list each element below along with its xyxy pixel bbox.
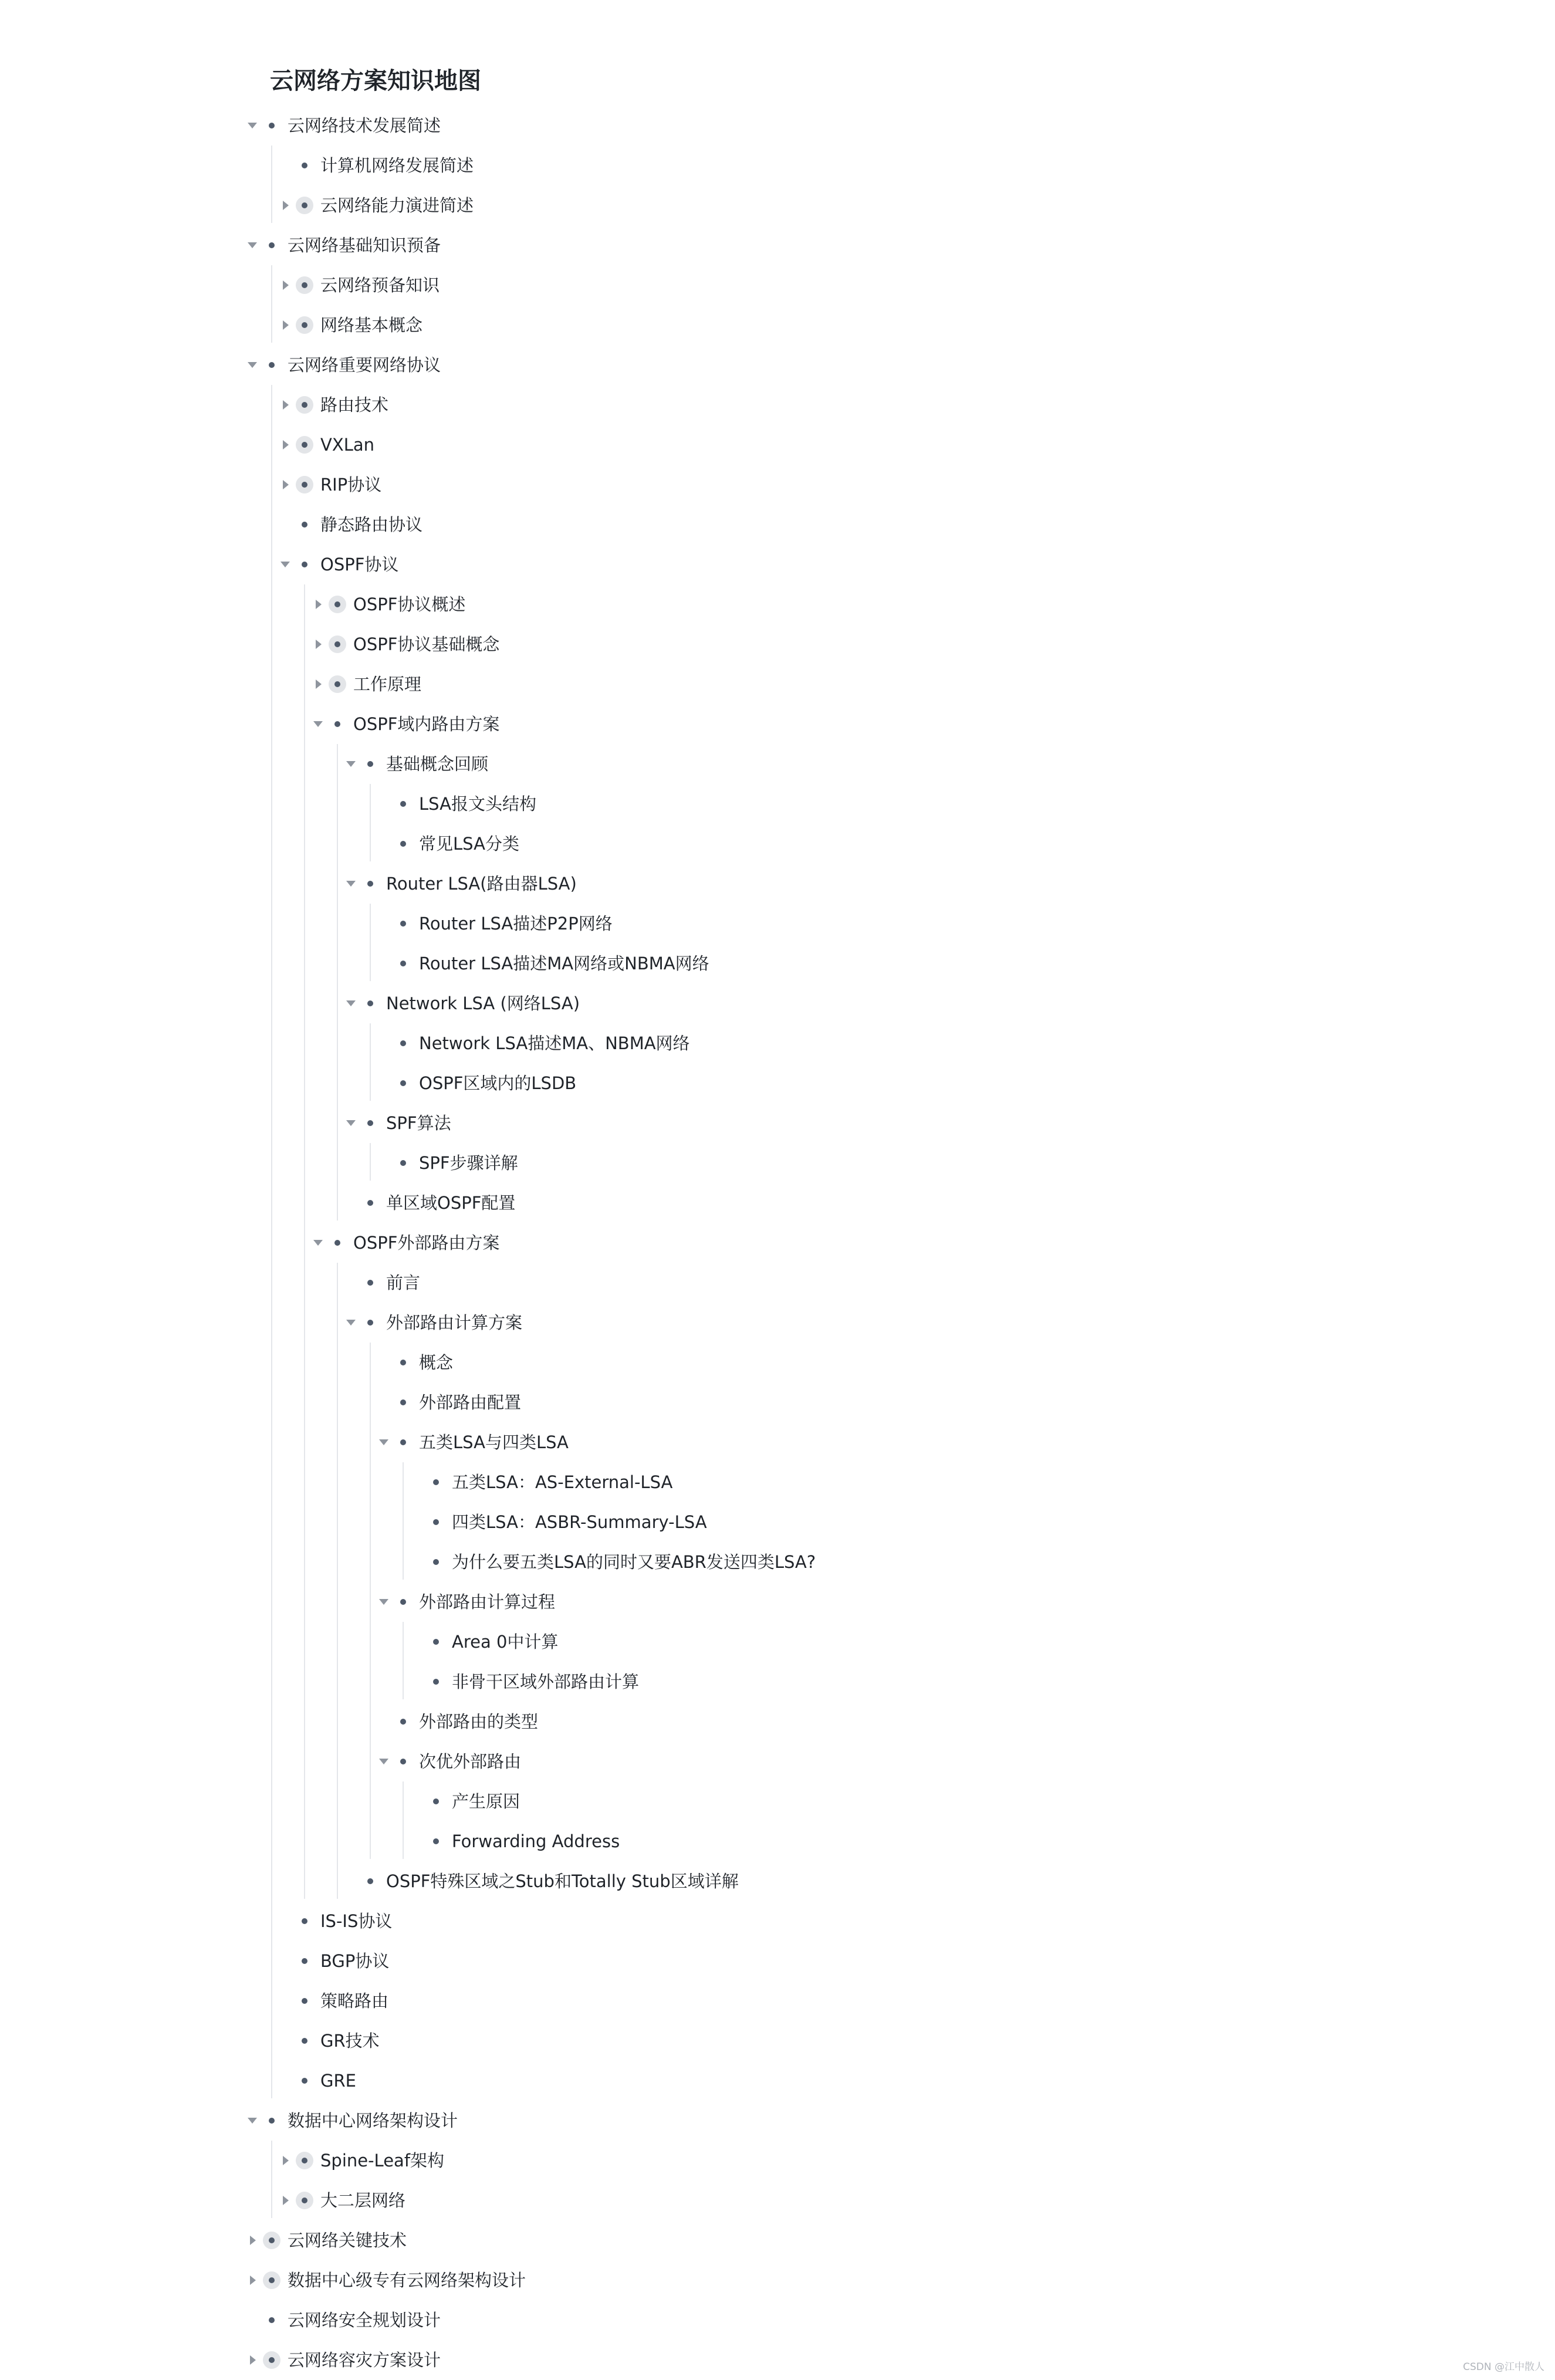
collapse-arrow-icon[interactable] [344,757,358,771]
node-bullet-icon[interactable] [394,1713,412,1730]
expand-arrow-icon[interactable] [278,398,292,412]
node-bullet-icon[interactable] [394,835,412,853]
indent-guide [370,784,371,861]
node-bullet-icon[interactable] [296,2032,313,2050]
indent-guide [370,1143,371,1181]
expand-arrow-icon[interactable] [278,278,292,292]
node-bullet-icon[interactable] [427,1473,445,1491]
node-label[interactable]: Router LSA(路由器LSA) [386,874,577,894]
indent-guide [271,146,272,223]
node-label[interactable]: Spine-Leaf架构 [320,2151,445,2171]
node-bullet-icon[interactable] [394,1753,412,1770]
page-title: 云网络方案知识地图 [270,67,481,94]
expand-arrow-icon[interactable] [278,2193,292,2207]
node-label[interactable]: 基础概念回顾 [386,754,489,774]
collapse-arrow-icon[interactable] [311,717,325,731]
node-label[interactable]: 网络基本概念 [320,315,423,335]
indent-guide [403,1781,404,1859]
node-bullet-icon[interactable] [329,715,346,733]
node-label[interactable]: OSPF区域内的LSDB [419,1073,577,1093]
collapse-arrow-icon[interactable] [377,1435,391,1449]
collapse-arrow-icon[interactable] [377,1754,391,1769]
expand-arrow-icon[interactable] [245,2273,259,2287]
node-label[interactable]: 单区域OSPF配置 [386,1193,516,1213]
node-label[interactable]: 计算机网络发展简述 [320,155,474,175]
indent-guide [304,584,305,1899]
node-label[interactable]: LSA报文头结构 [419,794,536,814]
node-bullet-icon[interactable] [296,1992,313,2010]
node-label[interactable]: 外部路由计算过程 [419,1592,556,1612]
node-bullet-icon[interactable] [394,1434,412,1451]
expand-arrow-icon[interactable] [278,478,292,492]
node-bullet-icon[interactable] [427,1673,445,1691]
node-label[interactable]: 为什么要五类LSA的同时又要ABR发送四类LSA? [452,1552,816,1572]
collapse-arrow-icon[interactable] [344,996,358,1010]
collapse-arrow-icon[interactable] [344,1316,358,1330]
indent-guide [271,265,272,343]
node-label[interactable]: OSPF外部路由方案 [353,1233,500,1253]
node-label[interactable]: 前言 [386,1273,421,1293]
node-label[interactable]: 非骨干区域外部路由计算 [452,1672,640,1692]
node-label[interactable]: SPF算法 [386,1113,451,1133]
collapse-arrow-icon[interactable] [311,1236,325,1250]
node-bullet-icon[interactable] [263,2232,280,2249]
expand-arrow-icon[interactable] [311,677,325,691]
node-bullet-icon[interactable] [296,516,313,533]
node-label[interactable]: Router LSA描述P2P网络 [419,914,613,934]
node-label[interactable]: 云网络关键技术 [288,2230,407,2250]
node-bullet-icon[interactable] [394,1354,412,1371]
expand-arrow-icon[interactable] [245,2233,259,2247]
node-bullet-icon[interactable] [361,875,379,892]
node-bullet-icon[interactable] [296,2072,313,2090]
expand-arrow-icon[interactable] [311,637,325,651]
node-label[interactable]: Network LSA (网络LSA) [386,993,580,1013]
node-label[interactable]: 云网络基础知识预备 [288,235,441,255]
node-bullet-icon[interactable] [263,2271,280,2289]
node-label[interactable]: 概念 [419,1353,454,1372]
node-bullet-icon[interactable] [394,1074,412,1092]
node-label[interactable]: OSPF特殊区域之Stub和Totally Stub区域详解 [386,1871,739,1891]
node-bullet-icon[interactable] [427,1633,445,1651]
node-label[interactable]: 云网络技术发展简述 [288,116,441,136]
indent-guide [337,1263,338,1899]
node-bullet-icon[interactable] [263,2112,280,2129]
indent-guide [370,904,371,981]
node-bullet-icon[interactable] [296,2152,313,2169]
node-label[interactable]: 云网络能力演进简述 [320,195,474,215]
node-bullet-icon[interactable] [296,197,313,214]
node-bullet-icon[interactable] [263,2311,280,2329]
collapse-arrow-icon[interactable] [278,557,292,572]
node-bullet-icon[interactable] [361,1114,379,1132]
indent-guide [403,1462,404,1580]
node-label[interactable]: Network LSA描述MA、NBMA网络 [419,1033,690,1053]
node-bullet-icon[interactable] [296,1912,313,1930]
expand-arrow-icon[interactable] [278,198,292,212]
node-label[interactable]: Router LSA描述MA网络或NBMA网络 [419,954,709,973]
node-bullet-icon[interactable] [263,117,280,134]
collapse-arrow-icon[interactable] [245,2114,259,2128]
node-bullet-icon[interactable] [394,1593,412,1611]
node-bullet-icon[interactable] [427,1793,445,1810]
node-bullet-icon[interactable] [394,1035,412,1052]
node-label[interactable]: OSPF协议基础概念 [353,634,500,654]
expand-arrow-icon[interactable] [278,438,292,452]
node-label[interactable]: 数据中心级专有云网络架构设计 [288,2270,526,2290]
node-label[interactable]: OSPF协议 [320,555,399,574]
collapse-arrow-icon[interactable] [344,877,358,891]
node-label[interactable]: BGP协议 [320,1951,390,1971]
node-label[interactable]: OSPF协议概述 [353,594,466,614]
node-bullet-icon[interactable] [296,436,313,454]
node-bullet-icon[interactable] [427,1513,445,1531]
node-bullet-icon[interactable] [329,635,346,653]
node-bullet-icon[interactable] [394,915,412,932]
node-bullet-icon[interactable] [296,157,313,174]
node-label[interactable]: 云网络容灾方案设计 [288,2350,441,2370]
node-label[interactable]: 产生原因 [452,1791,520,1811]
node-label[interactable]: 外部路由计算方案 [386,1313,523,1333]
node-label[interactable]: IS-IS协议 [320,1911,393,1931]
node-bullet-icon[interactable] [394,1394,412,1411]
collapse-arrow-icon[interactable] [344,1116,358,1130]
node-label[interactable]: 五类LSA：AS-External-LSA [452,1472,673,1492]
node-label[interactable]: 策略路由 [320,1991,389,2011]
node-bullet-icon[interactable] [361,1194,379,1212]
node-bullet-icon[interactable] [427,1833,445,1850]
node-bullet-icon[interactable] [296,2192,313,2209]
collapse-arrow-icon[interactable] [377,1595,391,1609]
indent-guide [271,2141,272,2218]
node-label[interactable]: RIP协议 [320,475,382,495]
node-label[interactable]: GRE [320,2071,356,2091]
expand-arrow-icon[interactable] [245,2353,259,2367]
node-bullet-icon[interactable] [263,2351,280,2369]
node-bullet-icon[interactable] [329,1234,346,1252]
node-label[interactable]: 路由技术 [320,395,389,415]
node-label[interactable]: 云网络重要网络协议 [288,355,441,375]
node-bullet-icon[interactable] [263,236,280,254]
node-bullet-icon[interactable] [296,276,313,294]
node-bullet-icon[interactable] [329,596,346,613]
node-bullet-icon[interactable] [394,795,412,813]
node-bullet-icon[interactable] [361,1274,379,1292]
node-label[interactable]: GR技术 [320,2031,380,2051]
node-label[interactable]: 外部路由配置 [419,1392,522,1412]
node-bullet-icon[interactable] [296,556,313,573]
node-bullet-icon[interactable] [296,1952,313,1970]
node-label[interactable]: 工作原理 [353,674,422,694]
node-label[interactable]: Area 0中计算 [452,1632,559,1652]
indent-guide [370,1343,371,1859]
node-bullet-icon[interactable] [427,1553,445,1571]
node-bullet-icon[interactable] [361,1872,379,1890]
node-label[interactable]: 云网络预备知识 [320,275,440,295]
node-label[interactable]: Forwarding Address [452,1831,620,1851]
node-bullet-icon[interactable] [361,755,379,773]
node-bullet-icon[interactable] [296,316,313,334]
node-bullet-icon[interactable] [361,995,379,1012]
node-label[interactable]: VXLan [320,435,375,455]
node-bullet-icon[interactable] [263,356,280,374]
node-bullet-icon[interactable] [361,1314,379,1331]
collapse-arrow-icon[interactable] [245,358,259,372]
node-bullet-icon[interactable] [329,675,346,693]
expand-arrow-icon[interactable] [278,318,292,332]
collapse-arrow-icon[interactable] [245,238,259,252]
node-label[interactable]: 四类LSA：ASBR-Summary-LSA [452,1512,707,1532]
node-label[interactable]: 云网络安全规划设计 [288,2310,441,2330]
node-label[interactable]: 大二层网络 [320,2190,406,2210]
watermark: CSDN @江中散人 [1463,2361,1544,2373]
expand-arrow-icon[interactable] [278,2154,292,2168]
node-label[interactable]: 五类LSA与四类LSA [419,1432,569,1452]
indent-guide [271,385,272,2098]
node-label[interactable]: 常见LSA分类 [419,834,519,854]
expand-arrow-icon[interactable] [311,597,325,611]
node-label[interactable]: 数据中心网络架构设计 [288,2111,458,2131]
node-bullet-icon[interactable] [394,955,412,972]
node-bullet-icon[interactable] [296,476,313,493]
node-label[interactable]: 外部路由的类型 [419,1712,539,1732]
node-bullet-icon[interactable] [394,1154,412,1172]
indent-guide [370,1023,371,1101]
node-bullet-icon[interactable] [296,396,313,414]
node-label[interactable]: SPF步骤详解 [419,1153,518,1173]
node-label[interactable]: OSPF域内路由方案 [353,714,500,734]
node-label[interactable]: 静态路由协议 [320,515,423,535]
indent-guide [337,744,338,1221]
node-label[interactable]: 次优外部路由 [419,1752,522,1772]
collapse-arrow-icon[interactable] [245,119,259,133]
indent-guide [403,1622,404,1699]
